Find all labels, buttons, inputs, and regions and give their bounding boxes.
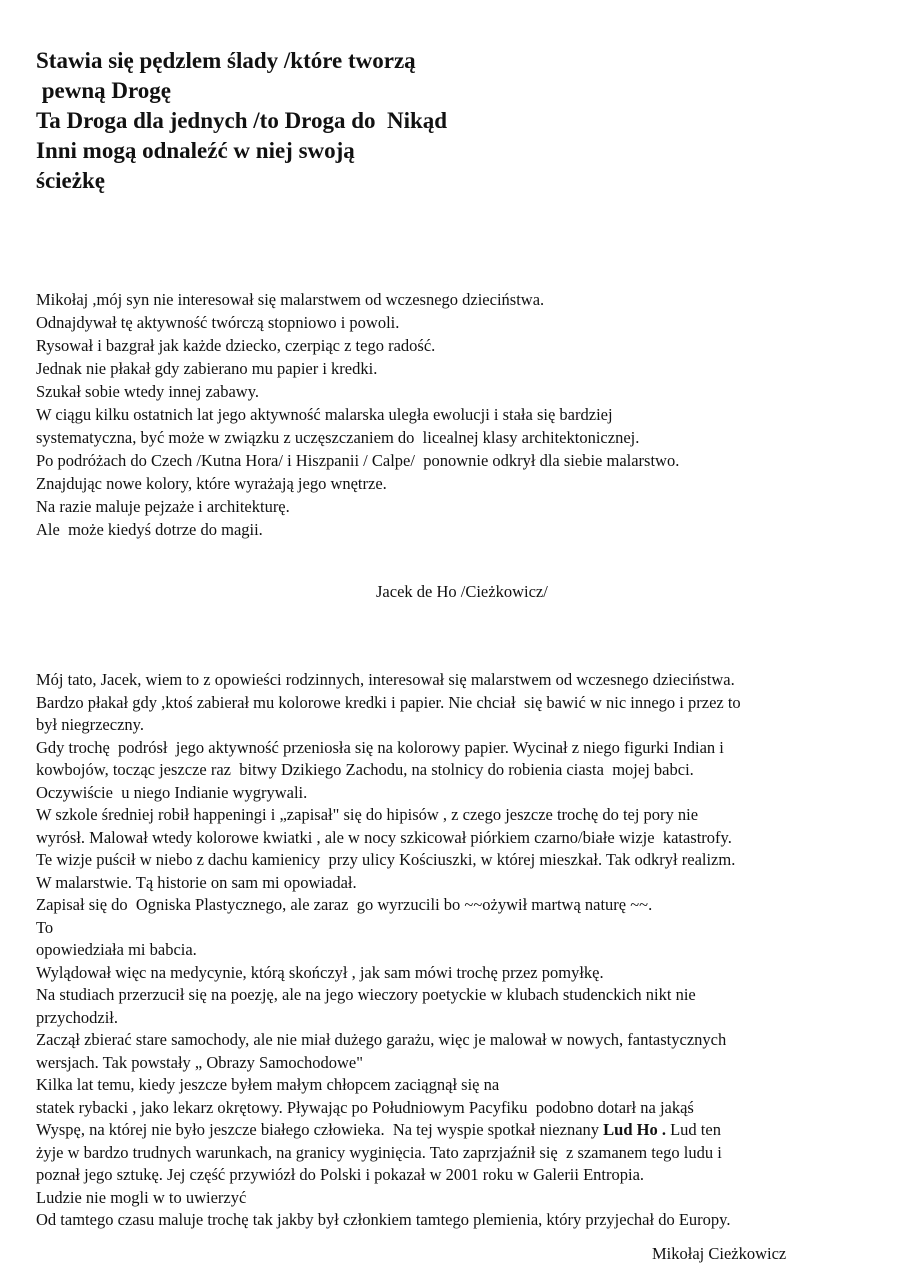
text-segment: Wyspę, na której nie było jeszcze białego człowieka. Na tej wyspie spotkał nieznany — [36, 1120, 604, 1139]
poem-line: Stawia się pędzlem ślady /które tworzą — [36, 48, 416, 73]
text-line: Po podróżach do Czech /Kutna Hora/ i Hiszpanii / Calpe/ ponownie odkrył dla siebie malarstwo. — [36, 451, 680, 470]
poem-heading — [36, 46, 856, 196]
text-line: wyrósł. Malował wtedy kolorowe kwiatki , ale w nocy szkicował piórkiem czarno/białe wizje katastrofy. — [36, 827, 732, 847]
poem-line: ścieżkę — [36, 168, 105, 193]
paragraph-father — [36, 288, 876, 541]
text-line: To — [36, 917, 54, 937]
text-line: Mikołaj ,mój syn nie interesował się malarstwem od wczesnego dzieciństwa. — [36, 290, 545, 309]
text-line — [36, 1119, 876, 1142]
text-line: Rysował i bazgrał jak każde dziecko, czerpiąc z tego radość. — [36, 336, 436, 355]
text-line: Te wizje puścił w niebo z dachu kamienicy przy ulicy Kościuszki, w której mieszkał. Tak odkrył realizm. — [36, 850, 736, 869]
text-line: Zapisał się do Ogniska Plastycznego, ale zaraz go wyrzucili bo ~~ożywił martwą naturę ~~. — [36, 895, 653, 914]
text-line: Jednak nie płakał gdy zabierano mu papier i kredki. — [36, 359, 378, 378]
text-line: Od tamtego czasu maluje trochę tak jakby był członkiem tamtego plemienia, który przyjechał do Europy. — [36, 1210, 731, 1229]
poem-line: pewną Drogę — [36, 78, 172, 103]
text-line: Kilka lat temu, kiedy jeszcze byłem małym chłopcem zaciągnął się na — [36, 1075, 500, 1094]
text-line: Oczywiście u niego Indianie wygrywali. — [36, 782, 308, 802]
text-line: Ale może kiedyś dotrze do magii. — [36, 520, 263, 539]
text-line: statek rybacki , jako lekarz okrętowy. Pływając po Południowym Pacyfiku podobno dotarł na jakąś — [36, 1097, 694, 1117]
text-line: Gdy trochę podrósł jego aktywność przeniosła się na kolorowy papier. Wycinał z niego figurki Indian i — [36, 737, 724, 757]
text-line: Szukał sobie wtedy innej zabawy. — [36, 382, 259, 401]
text-line: W malarstwie. Tą historie on sam mi opowiadał. — [36, 872, 357, 892]
text-line: Bardzo płakał gdy ,ktoś zabierał mu kolorowe kredki i papier. Nie chciał się bawić w nic innego i przez to — [36, 692, 741, 712]
text-line: Znajdując nowe kolory, które wyrażają jego wnętrze. — [36, 474, 387, 493]
signature-son: Mikołaj Cieżkowicz — [652, 1244, 787, 1263]
poem-line: Ta Droga dla jednych /to Droga do Nikąd — [36, 108, 448, 133]
signature-father: Jacek de Ho /Cieżkowicz/ — [376, 582, 548, 601]
text-line: W szkole średniej robił happeningi i „zapisał" się do hipisów , z czego jeszcze trochę do tej pory nie — [36, 805, 699, 824]
text-segment: Lud ten — [665, 1120, 721, 1139]
paragraph-son — [36, 669, 876, 1232]
text-line: Na razie maluje pejzaże i architekturę. — [36, 497, 290, 516]
text-line: W ciągu kilku ostatnich lat jego aktywność malarska uległa ewolucji i stała się bardziej — [36, 405, 613, 424]
text-line: kowbojów, tocząc jeszcze raz bitwy Dzikiego Zachodu, na stolnicy do robienia ciasta mojej babci. — [36, 760, 694, 779]
poem-line: Inni mogą odnaleźć w niej swoją — [36, 138, 355, 163]
lud-ho-emphasis: Lud Ho . — [603, 1120, 666, 1139]
text-line: Zaczął zbierać stare samochody, ale nie miał dużego garażu, więc je malował w nowych, fantastycznych — [36, 1030, 727, 1049]
text-line: opowiedziała mi babcia. — [36, 940, 197, 959]
text-line: systematyczna, być może w związku z uczęszczaniem do licealnej klasy architektonicznej. — [36, 428, 640, 447]
text-line: Na studiach przerzucił się na poezję, ale na jego wieczory poetyckie w klubach studenckich nikt nie — [36, 985, 696, 1004]
text-line: poznał jego sztukę. Jej część przywiózł do Polski i pokazał w 2001 roku w Galerii Entropia. — [36, 1165, 645, 1184]
text-line: Odnajdywał tę aktywność twórczą stopniowo i powoli. — [36, 313, 400, 332]
text-line: Ludzie nie mogli w to uwierzyć — [36, 1187, 247, 1207]
text-line: był niegrzeczny. — [36, 715, 144, 734]
text-line: żyje w bardzo trudnych warunkach, na granicy wyginięcia. Tato zaprzjaźnił się z szamanem tego ludu i — [36, 1142, 722, 1162]
text-line: przychodził. — [36, 1007, 119, 1027]
text-line: wersjach. Tak powstały „ Obrazy Samochodowe" — [36, 1052, 363, 1072]
text-line: Mój tato, Jacek, wiem to z opowieści rodzinnych, interesował się malarstwem od wczesnego dzieciństwa. — [36, 670, 735, 689]
text-line: Wylądował więc na medycynie, którą skończył , jak sam mówi trochę przez pomyłkę. — [36, 962, 604, 982]
